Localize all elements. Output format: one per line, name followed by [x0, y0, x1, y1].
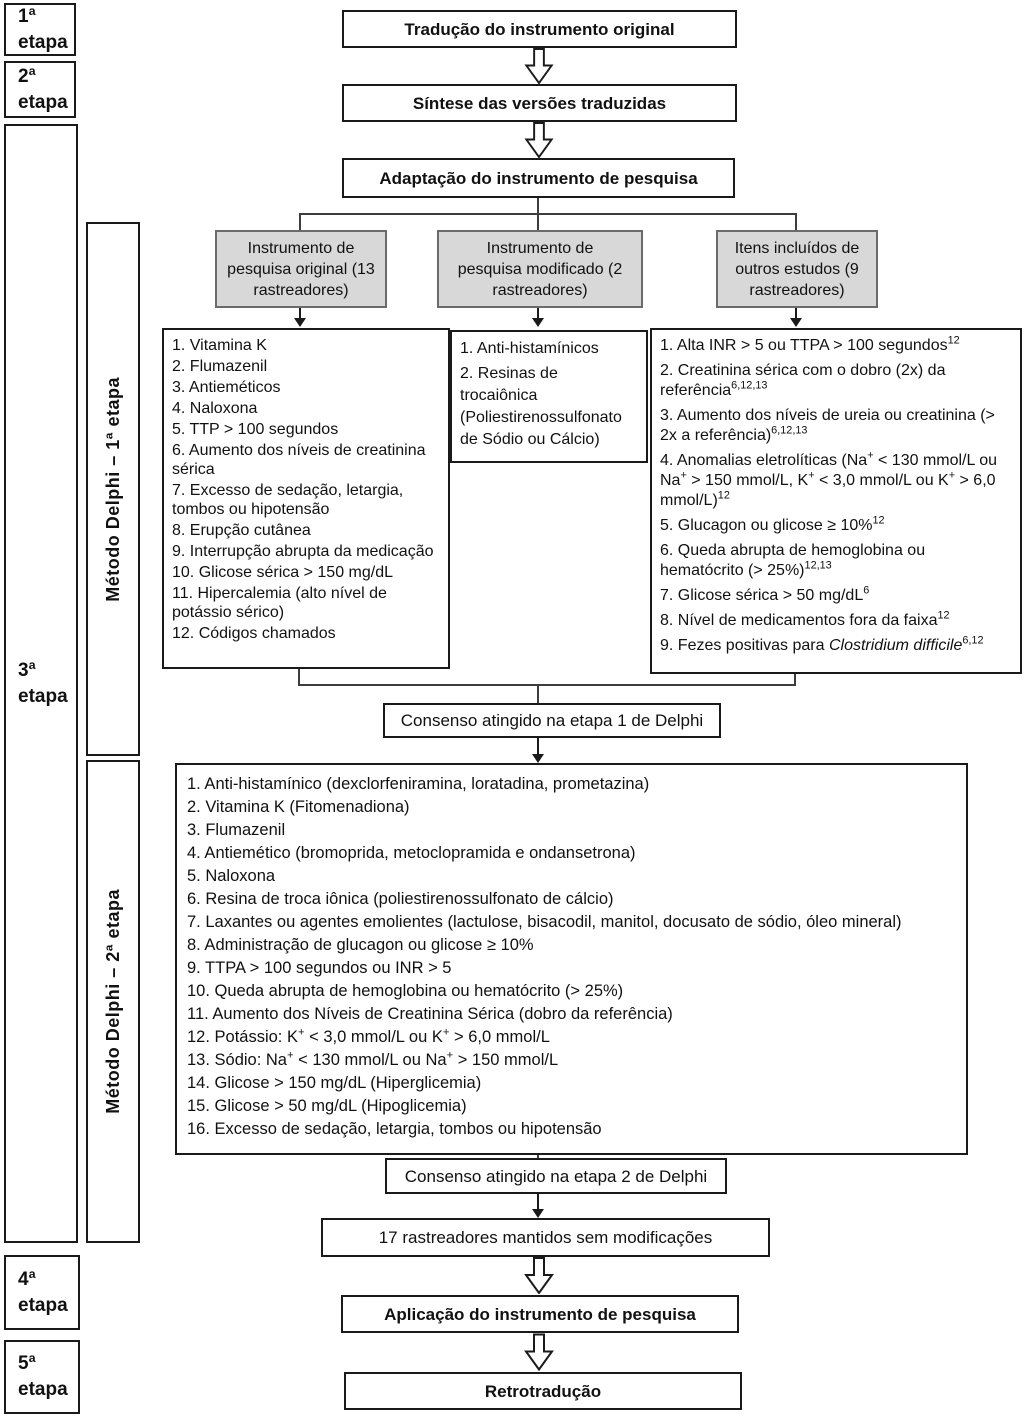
list-item: 8. Nível de medicamentos fora da faixa$^{12}$ — [660, 609, 950, 629]
consensus1-box — [383, 703, 721, 738]
hollow-down-arrow-icon — [524, 122, 554, 158]
list-item: 3. Flumazenil — [187, 821, 286, 839]
stage-number: 1ª — [18, 5, 36, 27]
delphi-round2-box — [86, 760, 140, 1243]
stage-1-box — [4, 3, 76, 56]
source-modified-label: Instrumento de pesquisa modificado (2 rastreadores) — [457, 239, 623, 299]
list-item: 4. Antiemético (bromoprida, metoclopramida e ondansetrona) — [187, 844, 636, 862]
solid-down-arrow-icon — [530, 1194, 546, 1218]
stage-word: etapa — [18, 1379, 68, 1400]
synthesis-label: Síntese das versões traduzidas — [412, 93, 667, 113]
connector-line — [299, 213, 301, 230]
list-item: 8. Erupção cutânea — [172, 522, 311, 539]
consensus2-box — [385, 1158, 727, 1194]
list-item: 1. Vitamina K — [172, 337, 267, 354]
stage-2-box — [4, 61, 76, 118]
stage-3-box — [4, 124, 78, 1243]
source-other-label: Itens incluídos de outros estudos (9 rastreadores) — [734, 239, 860, 299]
application-box — [341, 1295, 739, 1333]
stage-number: 3ª — [18, 659, 36, 681]
tracker-list-original — [162, 328, 450, 669]
list-item: 13. Sódio: Na+ < 130 mmol/L ou Na+ > 150 mmol/L — [187, 1049, 559, 1069]
list-item: 7. Laxantes ou agentes emolientes (lactulose, bisacodil, manitol, docusato de sódio, óleo mineral) — [187, 913, 902, 931]
delphi-round1-label: Método Delphi – 1ª etapa — [102, 376, 123, 602]
list-item: 4. Naloxona — [172, 400, 258, 417]
consensus2-label: Consenso atingido na etapa 2 de Delphi — [404, 1166, 708, 1186]
list-item: 9. TTPA > 100 segundos ou INR > 5 — [187, 959, 452, 977]
connector-line — [537, 198, 539, 214]
list-item: 9. Interrupção abrupta da medicação — [172, 543, 434, 560]
kept-trackers-label: 17 rastreadores mantidos sem modificações — [378, 1228, 713, 1247]
translation-box — [342, 10, 737, 48]
connector-line — [298, 684, 796, 686]
hollow-down-arrow-icon — [524, 1257, 554, 1294]
stage-4-box — [4, 1255, 80, 1330]
list-item: 9. Fezes positivas para Clostridium difficile$^{6,12}$ — [660, 634, 984, 654]
backtranslation-label: Retrotradução — [484, 1381, 602, 1401]
list-item: 8. Administração de glucagon ou glicose ≥ 10% — [187, 936, 534, 954]
list-item: 1. Anti-histamínicos — [460, 340, 599, 357]
list-item: 11. Hipercalemia (alto nível de potássio sérico) — [172, 585, 387, 621]
list-item: 12. Potássio: K+ < 3,0 mmol/L ou K+ > 6,0 mmol/L — [187, 1026, 550, 1046]
list-item: 2. Resinas de trocaiônica (Poliestirenossulfonato de Sódio ou Cálcio) — [460, 365, 622, 448]
hollow-down-arrow-icon — [524, 48, 554, 84]
stage-word: etapa — [18, 31, 68, 53]
stage-number: 4ª — [18, 1268, 36, 1290]
list-item: 14. Glicose > 150 mg/dL (Hiperglicemia) — [187, 1074, 482, 1092]
connector-line — [795, 213, 797, 230]
list-item: 3. Antieméticos — [172, 379, 281, 396]
list-item: 1. Anti-histamínico (dexclorfeniramina, loratadina, prometazina) — [187, 775, 650, 793]
list-item: 7. Glicose sérica > 50 $mg/dL^6$ — [660, 584, 870, 604]
stage-number: 2ª — [18, 65, 36, 87]
delphi-round1-box — [86, 222, 140, 756]
stage-word: etapa — [18, 1294, 68, 1316]
kept-trackers-box — [321, 1218, 770, 1257]
connector-line — [299, 213, 797, 215]
solid-down-arrow-icon — [292, 308, 308, 327]
list-item: 7. Excesso de sedação, letargia, tombos ou hipotensão — [172, 482, 404, 518]
list-item: 5. Naloxona — [187, 867, 276, 885]
list-item: 10. Queda abrupta de hemoglobina ou hematócrito (> 25%) — [187, 982, 624, 1000]
list-item: 3. Aumento dos níveis de ureia ou creatinina (> 2x a referência)$^{6,12,13}$ — [660, 407, 995, 444]
consensus1-label: Consenso atingido na etapa 1 de Delphi — [400, 711, 704, 730]
solid-down-arrow-icon — [530, 738, 546, 763]
source-other-box — [716, 230, 878, 308]
list-item: 6. Queda abrupta de hemoglobina ou hematócrito (> 25%)$^{12,13}$ — [660, 542, 926, 579]
list-item: 2. Flumazenil — [172, 358, 268, 375]
delphi-round2-label: Método Delphi – 2ª etapa — [102, 889, 123, 1114]
stage-word: etapa — [18, 91, 68, 113]
synthesis-box — [342, 84, 737, 122]
list-item: 5. TTP > 100 segundos — [172, 421, 339, 438]
connector-line — [537, 686, 539, 703]
tracker-list-other-studies — [650, 328, 1022, 674]
list-item: 1. Alta INR > 5 ou TTPA > 100 segundos$^{12}$ — [660, 334, 960, 354]
tracker-list-modified — [450, 330, 648, 463]
list-item: 15. Glicose > 50 mg/dL (Hipoglicemia) — [187, 1097, 467, 1115]
list-item: 4. Anomalias eletrolíticas (Na+ < 130 mmol/L ou Na+ > 150 mmol/L, K+ < 3,0 mmol/L ou K+ > 6,0 mmol/L)$^{12}$ — [660, 449, 998, 509]
source-original-label: Instrumento de pesquisa original (13 rastreadores) — [227, 239, 375, 299]
solid-down-arrow-icon — [530, 308, 546, 327]
tracker-list-delphi2 — [175, 763, 968, 1155]
connector-line — [537, 213, 539, 230]
stage-5-box — [4, 1340, 80, 1414]
solid-down-arrow-icon — [788, 308, 804, 327]
translation-label: Tradução do instrumento original — [404, 19, 675, 39]
adaptation-label: Adaptação do instrumento de pesquisa — [379, 168, 698, 188]
stage-number: 5ª — [18, 1353, 36, 1374]
list-item: 2. Vitamina K (Fitomenadiona) — [187, 798, 410, 816]
list-item: 10. Glicose sérica > 150 mg/dL — [172, 564, 394, 581]
list-item: 11. Aumento dos Níveis de Creatinina Sérica (dobro da referência) — [187, 1005, 673, 1023]
stage-word: etapa — [18, 685, 68, 707]
application-label: Aplicação do instrumento de pesquisa — [384, 1304, 696, 1324]
hollow-down-arrow-icon — [524, 1333, 554, 1371]
list-item: 6. Resina de troca iônica (poliestirenossulfonato de cálcio) — [187, 890, 614, 908]
source-original-box — [215, 230, 387, 308]
list-item: 5. Glucagon ou glicose ≥ 10%$^{12}$ — [660, 514, 885, 534]
source-modified-box — [437, 230, 643, 308]
list-item: 6. Aumento dos níveis de creatinina sérica — [172, 442, 426, 478]
adaptation-box — [342, 158, 735, 198]
list-item: 16. Excesso de sedação, letargia, tombos ou hipotensão — [187, 1120, 602, 1138]
list-item: 2. Creatinina sérica com o dobro (2x) da referência$^{6,12,13}$ — [660, 362, 946, 399]
backtranslation-box — [344, 1372, 742, 1410]
list-item: 12. Códigos chamados — [172, 625, 336, 642]
